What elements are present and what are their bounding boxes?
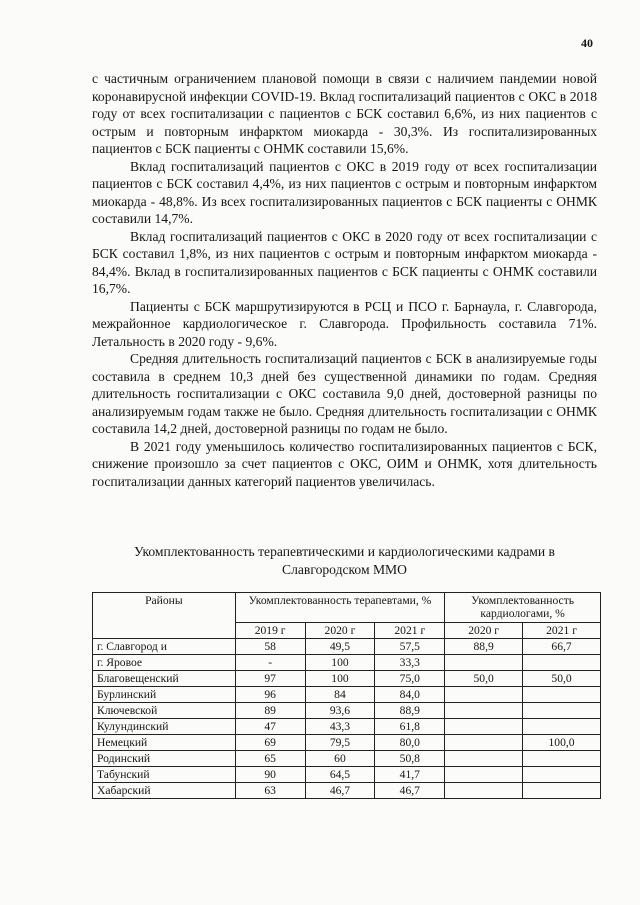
cardiologist-2020 <box>445 703 523 719</box>
district-name: г. Славгород и <box>93 639 236 655</box>
cardiologist-2021 <box>523 767 601 783</box>
table-row <box>93 719 601 735</box>
table-row <box>93 639 601 655</box>
cardiologist-2020 <box>445 783 523 799</box>
district-name: Хабарский <box>93 783 236 799</box>
staffing-table <box>92 592 601 799</box>
therapist-2019: 89 <box>235 703 305 719</box>
header-year: 2021 г <box>523 623 601 639</box>
header-year: 2019 г <box>235 623 305 639</box>
therapist-2020: 84 <box>305 687 375 703</box>
header-year: 2020 г <box>305 623 375 639</box>
district-name: г. Яровое <box>93 655 236 671</box>
paragraph: Вклад госпитализаций пациентов с ОКС в 2020 году от всех госпитализации с БСК составил 1,8%, из них пациентов с острым и повторным инфарктом миокарда - 84,4%. Вклад в госпитализированных пациентов с БСК пациенты с ОНМК составили 16,7%. <box>92 228 597 296</box>
district-name: Бурлинский <box>93 687 236 703</box>
therapist-2021: 46,7 <box>375 783 445 799</box>
cardiologist-2020 <box>445 735 523 751</box>
district-name: Ключевской <box>93 703 236 719</box>
page-number: 40 <box>581 36 593 50</box>
table-row <box>93 687 601 703</box>
therapist-2021: 41,7 <box>375 767 445 783</box>
therapist-2019: - <box>235 655 305 671</box>
table-row <box>93 767 601 783</box>
header-cardiologists: Укомплектованность кардиологами, % <box>445 593 601 623</box>
therapist-2021: 75,0 <box>375 671 445 687</box>
table-row <box>93 703 601 719</box>
therapist-2020: 100 <box>305 671 375 687</box>
therapist-2020: 60 <box>305 751 375 767</box>
cardiologist-2020 <box>445 719 523 735</box>
therapist-2020: 46,7 <box>305 783 375 799</box>
body-text <box>92 70 597 490</box>
therapist-2020: 79,5 <box>305 735 375 751</box>
cardiologist-2020 <box>445 687 523 703</box>
table-row <box>93 735 601 751</box>
cardiologist-2021 <box>523 703 601 719</box>
therapist-2020: 64,5 <box>305 767 375 783</box>
therapist-2021: 80,0 <box>375 735 445 751</box>
district-name: Немецкий <box>93 735 236 751</box>
therapist-2019: 63 <box>235 783 305 799</box>
therapist-2021: 50,8 <box>375 751 445 767</box>
therapist-2019: 96 <box>235 687 305 703</box>
district-name: Благовещенский <box>93 671 236 687</box>
cardiologist-2020: 88,9 <box>445 639 523 655</box>
cardiologist-2021 <box>523 655 601 671</box>
cardiologist-2020 <box>445 655 523 671</box>
district-name: Кулундинский <box>93 719 236 735</box>
therapist-2020: 43,3 <box>305 719 375 735</box>
therapist-2019: 58 <box>235 639 305 655</box>
cardiologist-2021 <box>523 783 601 799</box>
cardiologist-2021: 50,0 <box>523 671 601 687</box>
therapist-2019: 69 <box>235 735 305 751</box>
therapist-2021: 57,5 <box>375 639 445 655</box>
therapist-2021: 84,0 <box>375 687 445 703</box>
district-name: Табунский <box>93 767 236 783</box>
therapist-2021: 88,9 <box>375 703 445 719</box>
header-year: 2021 г <box>375 623 445 639</box>
header-year: 2020 г <box>445 623 523 639</box>
therapist-2020: 93,6 <box>305 703 375 719</box>
table-caption: Укомплектованность терапевтическими и кардиологическими кадрами в Славгородском ММО <box>134 544 555 577</box>
cardiologist-2021: 100,0 <box>523 735 601 751</box>
cardiologist-2021 <box>523 687 601 703</box>
cardiologist-2020 <box>445 751 523 767</box>
therapist-2020: 100 <box>305 655 375 671</box>
therapist-2019: 47 <box>235 719 305 735</box>
header-therapists: Укомплектованность терапевтами, % <box>235 593 444 623</box>
therapist-2019: 97 <box>235 671 305 687</box>
table-row <box>93 671 601 687</box>
paragraph: с частичным ограничением плановой помощи в связи с наличием пандемии новой коронавирусной инфекции COVID-19. Вклад госпитализаций пациентов с ОКС в 2018 году от всех госпитализации с пациентов с БСК составил 6,6%, из них пациентов с острым и повторным инфарктом миокарда - 30,3%. Из госпитализированных пациентов с БСК пациенты с ОНМК составили 15,6%. <box>92 71 597 156</box>
cardiologist-2021 <box>523 751 601 767</box>
cardiologist-2020 <box>445 767 523 783</box>
therapist-2021: 61,8 <box>375 719 445 735</box>
cardiologist-2020: 50,0 <box>445 671 523 687</box>
cardiologist-2021: 66,7 <box>523 639 601 655</box>
paragraph: Средняя длительность госпитализаций пациентов с БСК в анализируемые годы составила в среднем 10,3 дней без существенной динамики по годам. Средняя длительность госпитализации с ОКС составила 9,0 дней, достоверной разницы по анализируемым годам также не было. Средняя длительность госпитализации с ОНМК составила 14,2 дней, достоверной разницы по годам не было. <box>92 351 597 436</box>
therapist-2020: 49,5 <box>305 639 375 655</box>
therapist-2019: 90 <box>235 767 305 783</box>
district-name: Родинский <box>93 751 236 767</box>
table-row <box>93 751 601 767</box>
header-district: Районы <box>93 593 236 639</box>
table-row <box>93 783 601 799</box>
paragraph: Пациенты с БСК маршрутизируются в РСЦ и ПСО г. Барнаула, г. Славгорода, межрайонное кардиологическое г. Славгорода. Профильность составила 71%. Летальность в 2020 году - 9,6%. <box>92 298 597 349</box>
table-row <box>93 655 601 671</box>
cardiologist-2021 <box>523 719 601 735</box>
therapist-2021: 33,3 <box>375 655 445 671</box>
paragraph: Вклад госпитализаций пациентов с ОКС в 2019 году от всех госпитализации пациентов с БСК составил 4,4%, из них пациентов с острым и повторным инфарктом миокарда - 48,8%. Из всех госпитализированных пациентов с БСК пациенты с ОНМК составили 14,7%. <box>92 158 597 226</box>
paragraph: В 2021 году уменьшилось количество госпитализированных пациентов с БСК, снижение произошло за счет пациентов с ОКС, ОИМ и ОНМК, хотя длительность госпитализации данных категорий пациентов увеличилась. <box>92 438 597 489</box>
therapist-2019: 65 <box>235 751 305 767</box>
